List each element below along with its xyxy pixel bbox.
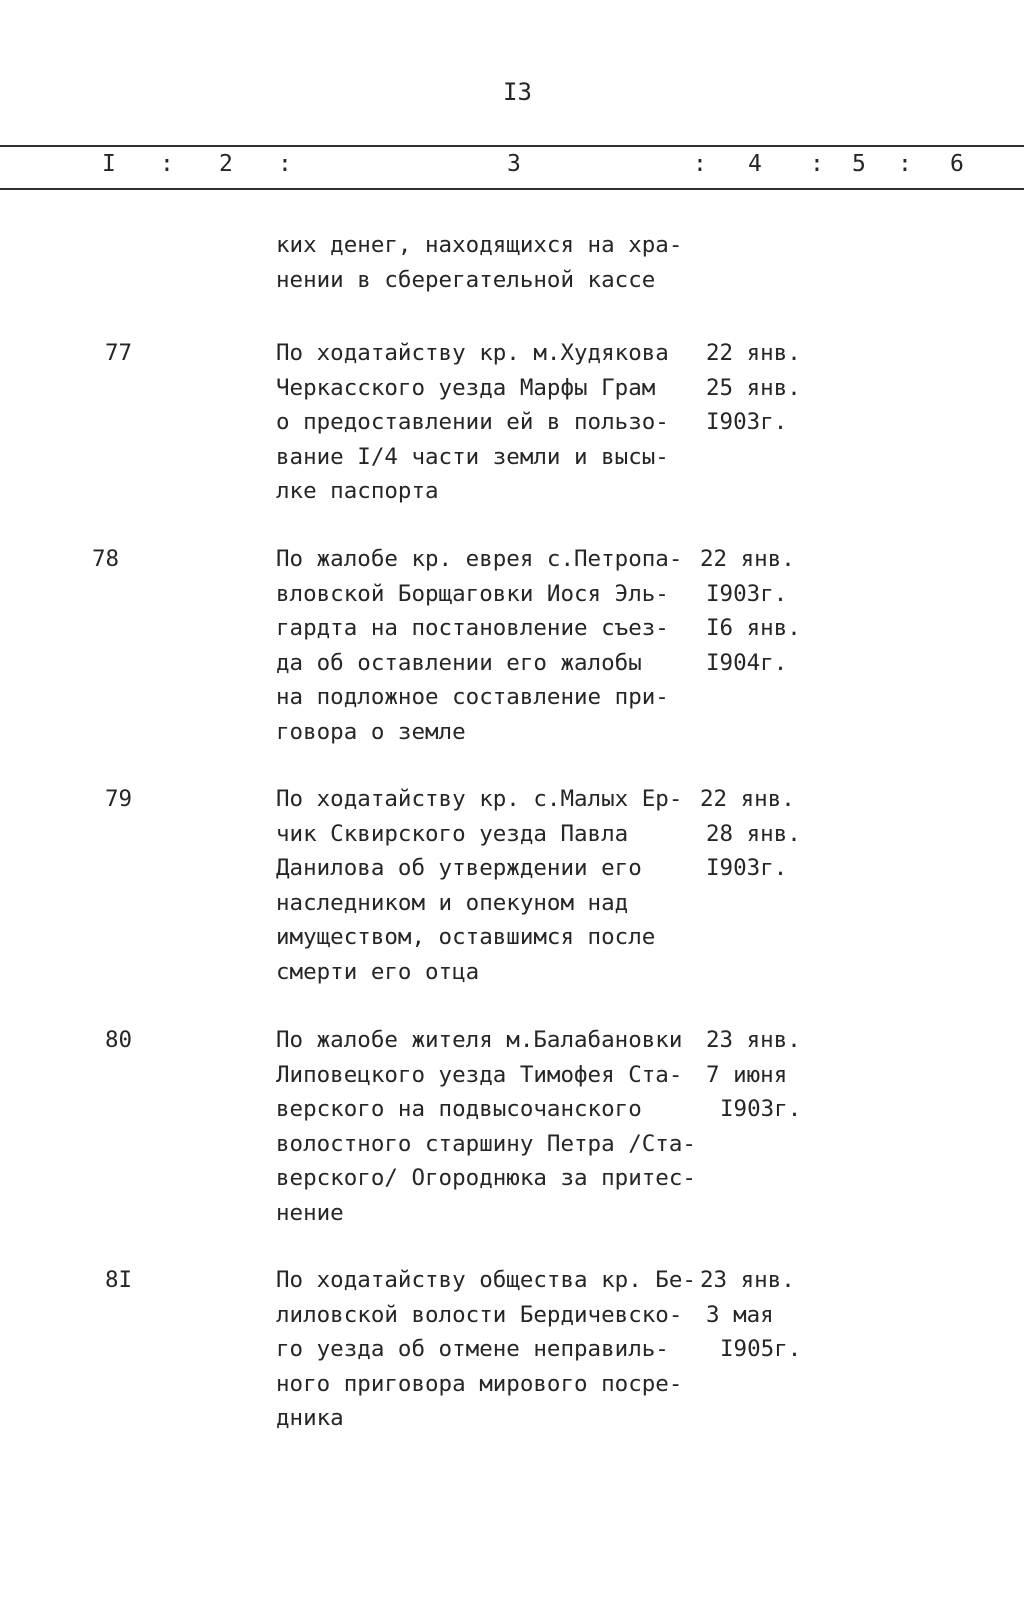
text-line: имуществом, оставшимся после: [276, 924, 656, 950]
col-header-4: 4: [748, 151, 762, 177]
date-line: I904г.: [706, 649, 788, 676]
col-header-2: 2: [219, 151, 233, 177]
col-header-1: I: [102, 151, 116, 177]
date-line: I6 янв.: [706, 615, 801, 641]
text-line: По жалобе жителя м.Балабановки: [276, 1027, 683, 1053]
entry-number: 79: [105, 786, 133, 812]
text-line: По ходатайству кр. м.Худякова: [276, 340, 669, 366]
date-line: 7 июня: [706, 1061, 788, 1088]
text-line: гардта на постановление съез-: [276, 615, 669, 641]
col-header-5: 5: [852, 151, 866, 177]
text-line: дника: [276, 1405, 344, 1431]
col-header-6: 6: [950, 151, 964, 177]
date-line: 23 янв.: [700, 1267, 795, 1293]
date-line: 3 мая: [706, 1301, 774, 1328]
col-separator: :: [898, 151, 912, 177]
date-line: 22 янв.: [706, 340, 801, 366]
text-line: По ходатайству кр. с.Малых Ер-: [276, 786, 683, 812]
col-separator: :: [693, 151, 707, 177]
text-line: ких денег, находящихся на хра-: [276, 232, 683, 258]
text-line: верского/ Огороднюка за притес-: [276, 1165, 696, 1191]
text-line: наследником и опекуном над: [276, 889, 629, 916]
col-separator: :: [160, 151, 174, 177]
text-line: нение: [276, 1199, 344, 1226]
header-rule-top: [0, 145, 1024, 147]
text-line: По жалобе кр. еврея с.Петропа-: [276, 546, 683, 572]
date-line: I905г.: [720, 1336, 802, 1362]
text-line: По ходатайству общества кр. Бе-: [276, 1267, 696, 1293]
date-line: 22 янв.: [700, 786, 795, 812]
text-line: Липовецкого уезда Тимофея Ста-: [276, 1061, 683, 1088]
date-line: I903г.: [706, 409, 788, 435]
text-line: да об оставлении его жалобы: [276, 649, 642, 676]
date-line: I903г.: [720, 1096, 802, 1122]
date-line: 25 янв.: [706, 374, 801, 401]
entry-number: 78: [92, 546, 120, 572]
text-line: смерти его отца: [276, 958, 480, 985]
col-separator: :: [278, 151, 292, 177]
date-line: 22 янв.: [700, 546, 795, 572]
entry-number: 77: [105, 340, 133, 366]
text-line: вание I/4 части земли и высы-: [276, 443, 669, 470]
date-line: 28 янв.: [706, 820, 801, 847]
text-line: вловской Борщаговки Иося Эль-: [276, 580, 669, 607]
text-line: го уезда об отмене неправиль-: [276, 1336, 669, 1362]
date-line: I903г.: [706, 580, 788, 607]
text-line: верского на подвысочанского: [276, 1096, 642, 1122]
text-line: нении в сберегательной кассе: [276, 266, 656, 293]
text-line: лиловской волости Бердичевско-: [276, 1301, 683, 1328]
text-line: чик Сквирского уезда Павла: [276, 820, 629, 847]
page-number: I3: [503, 78, 532, 106]
text-line: волостного старшину Петра /Ста-: [276, 1130, 696, 1157]
date-line: 23 янв.: [706, 1027, 801, 1053]
col-header-3: 3: [507, 151, 521, 177]
text-line: о предоставлении ей в пользо-: [276, 409, 669, 435]
text-line: на подложное составление при-: [276, 684, 669, 710]
entry-number: 80: [105, 1027, 133, 1053]
col-separator: :: [810, 151, 824, 177]
text-line: Черкасского уезда Марфы Грам: [276, 374, 656, 401]
date-line: I903г.: [706, 855, 788, 881]
text-line: говора о земле: [276, 718, 466, 745]
entry-number: 8I: [105, 1267, 133, 1293]
text-line: лке паспорта: [276, 478, 439, 504]
text-line: Данилова об утверждении его: [276, 855, 642, 881]
header-rule-bottom: [0, 188, 1024, 190]
text-line: ного приговора мирового посре-: [276, 1370, 683, 1397]
